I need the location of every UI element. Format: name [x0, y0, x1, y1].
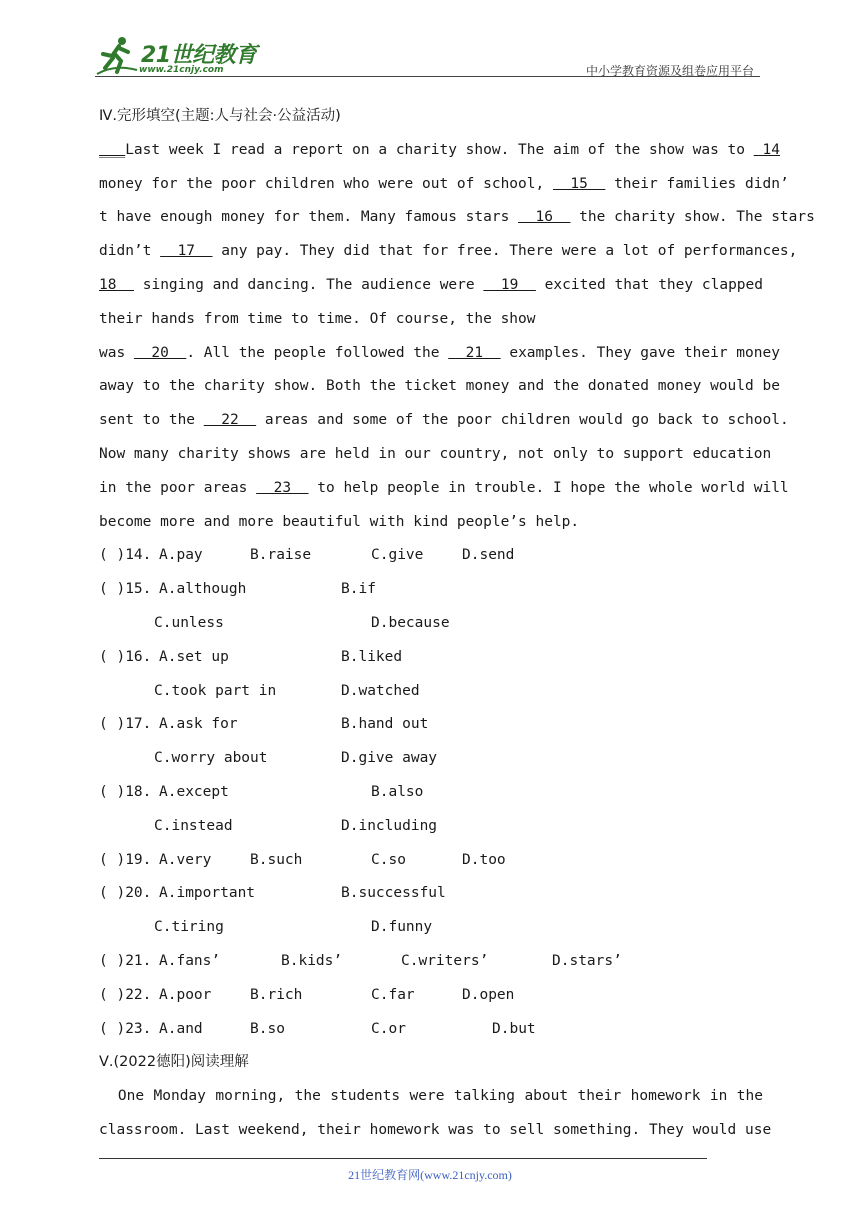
logo-text: 21世纪教育	[141, 43, 257, 68]
question-list	[99, 539, 763, 1046]
option-a: A.important	[159, 885, 256, 902]
option-b: B.liked	[341, 648, 403, 665]
answer-blank: 20	[133, 344, 187, 361]
passage-text: . All the people followed the	[186, 344, 449, 361]
option-a: A.very	[159, 851, 212, 868]
passage-text: Now many charity shows are held in our country, not only to support education	[99, 445, 772, 462]
header-divider	[95, 76, 760, 77]
option-a: A.set up	[159, 648, 229, 665]
passage-text: Last week I read a report on a charity show. The aim of the show was to	[125, 141, 754, 158]
passage-text: their families didn’	[605, 175, 789, 192]
question-row	[99, 708, 763, 742]
reading-line-1: One Monday morning, the students were talking about their homework in the	[99, 1088, 763, 1105]
option-d: D.stars’	[552, 952, 622, 969]
header-platform-name: 中小学教育资源及组卷应用平台	[585, 64, 754, 78]
passage-line	[99, 134, 780, 168]
question-row-continued	[99, 911, 763, 945]
passage-text: become more and more beautiful with kind people’s help.	[99, 513, 580, 530]
footer-divider	[99, 1158, 707, 1159]
question-row-continued	[99, 607, 763, 641]
question-number: ( )16.	[99, 648, 152, 665]
option-d: D.because	[371, 614, 450, 631]
option-a: A.except	[159, 783, 229, 800]
passage-text: the charity show. The stars	[570, 209, 815, 226]
passage-line	[99, 337, 780, 371]
option-a: A.and	[159, 1020, 203, 1037]
option-d: D.send	[462, 547, 515, 564]
option-a: A.poor	[159, 986, 212, 1003]
option-a: A.ask for	[159, 716, 238, 733]
option-b: B.also	[371, 783, 424, 800]
passage-text: examples. They gave their money	[500, 344, 780, 361]
answer-blank: 19	[483, 276, 536, 293]
question-number: ( )15.	[99, 581, 152, 598]
answer-blank: 21	[448, 344, 501, 361]
footer-text: 21世纪教育网(www.21cnjy.com)	[348, 1168, 512, 1182]
answer-blank: 15	[552, 175, 606, 192]
question-number: ( )17.	[99, 716, 152, 733]
option-a: A.although	[159, 581, 247, 598]
passage-text: sent to the	[99, 412, 204, 429]
question-number: ( )19.	[99, 851, 152, 868]
option-a: A.pay	[159, 547, 203, 564]
option-b: B.so	[250, 1020, 285, 1037]
option-b: B.successful	[341, 885, 446, 902]
passage-text: singing and dancing. The audience were	[133, 276, 484, 293]
option-b: B.rich	[250, 986, 303, 1003]
passage-line	[99, 404, 789, 438]
question-number: ( )21.	[99, 952, 152, 969]
passage-line	[99, 472, 789, 506]
option-d: D.funny	[371, 919, 433, 936]
option-c: C.tiring	[154, 919, 224, 936]
passage-text: excited that they clapped	[535, 276, 763, 293]
answer-blank: 22	[203, 412, 257, 429]
option-b: B.if	[341, 581, 376, 598]
question-number: ( )23.	[99, 1020, 152, 1037]
answer-blank: 14	[753, 141, 780, 158]
passage-text: any pay. They did that for free. There were a lot of performances,	[212, 243, 798, 260]
passage-text: away to the charity show. Both the ticket money and the donated money would be	[99, 378, 780, 395]
runner-logo-icon	[95, 34, 139, 78]
option-c: C.writers’	[401, 952, 489, 969]
passage-line	[99, 370, 780, 404]
question-row	[99, 877, 763, 911]
reading-line-2: classroom. Last weekend, their homework was to sell something. They would use	[99, 1121, 772, 1138]
passage-text: areas and some of the poor children would go back to school.	[256, 412, 789, 429]
question-row	[99, 945, 763, 979]
passage-text: was	[99, 344, 134, 361]
option-c: C.give	[371, 547, 424, 564]
section-5-title: Ⅴ.(2022德阳)阅读理解	[99, 1054, 249, 1071]
passage-line	[99, 201, 815, 235]
logo-url: www.21cnjy.com	[139, 65, 224, 75]
passage-line	[99, 235, 798, 269]
cloze-passage	[99, 134, 815, 540]
option-d: D.open	[462, 986, 515, 1003]
passage-text: t have enough money for them. Many famous stars	[99, 209, 519, 226]
answer-blank: 16	[518, 209, 571, 226]
option-b: B.such	[250, 851, 303, 868]
question-number: ( )20.	[99, 885, 152, 902]
answer-blank: 17	[160, 243, 213, 260]
passage-line	[99, 269, 763, 303]
question-row-continued	[99, 675, 763, 709]
question-row	[99, 573, 763, 607]
option-c: C.unless	[154, 614, 224, 631]
option-d: D.watched	[341, 682, 420, 699]
question-row	[99, 776, 763, 810]
option-c: C.took part in	[154, 682, 277, 699]
answer-blank: 23	[256, 479, 309, 496]
question-number: ( )18.	[99, 783, 152, 800]
option-b: B.raise	[250, 547, 312, 564]
passage-line	[99, 438, 772, 472]
question-row	[99, 539, 763, 573]
question-row	[99, 641, 763, 675]
section-4-title: Ⅳ.完形填空(主题:人与社会·公益活动)	[99, 108, 341, 124]
question-number: ( )22.	[99, 986, 152, 1003]
option-d: D.too	[462, 851, 506, 868]
option-b: B.hand out	[341, 716, 429, 733]
passage-line	[99, 506, 763, 540]
passage-line	[99, 168, 789, 202]
option-c: C.far	[371, 986, 415, 1003]
answer-blank: ___	[99, 141, 126, 158]
option-d: D.but	[492, 1020, 536, 1037]
question-row	[99, 1013, 763, 1047]
option-c: C.or	[371, 1020, 406, 1037]
option-b: B.kids’	[281, 952, 343, 969]
page-header	[95, 30, 760, 80]
answer-blank: 18	[99, 276, 134, 293]
option-a: A.fans’	[159, 952, 221, 969]
passage-text: to help people in trouble. I hope the whole world will	[308, 479, 789, 496]
option-c: C.worry about	[154, 750, 268, 767]
question-row-continued	[99, 742, 763, 776]
passage-text: didn’t	[99, 243, 161, 260]
passage-line	[99, 303, 763, 337]
option-d: D.including	[341, 817, 438, 834]
option-c: C.so	[371, 851, 406, 868]
passage-text: in the poor areas	[99, 479, 257, 496]
option-c: C.instead	[154, 817, 233, 834]
question-row	[99, 844, 763, 878]
question-number: ( )14.	[99, 547, 152, 564]
question-row	[99, 979, 763, 1013]
passage-text: their hands from time to time. Of course, the show	[99, 310, 536, 327]
passage-text: money for the poor children who were out of school,	[99, 175, 553, 192]
document-body	[99, 100, 815, 1148]
logo	[95, 34, 265, 78]
question-row-continued	[99, 810, 763, 844]
option-d: D.give away	[341, 750, 438, 767]
